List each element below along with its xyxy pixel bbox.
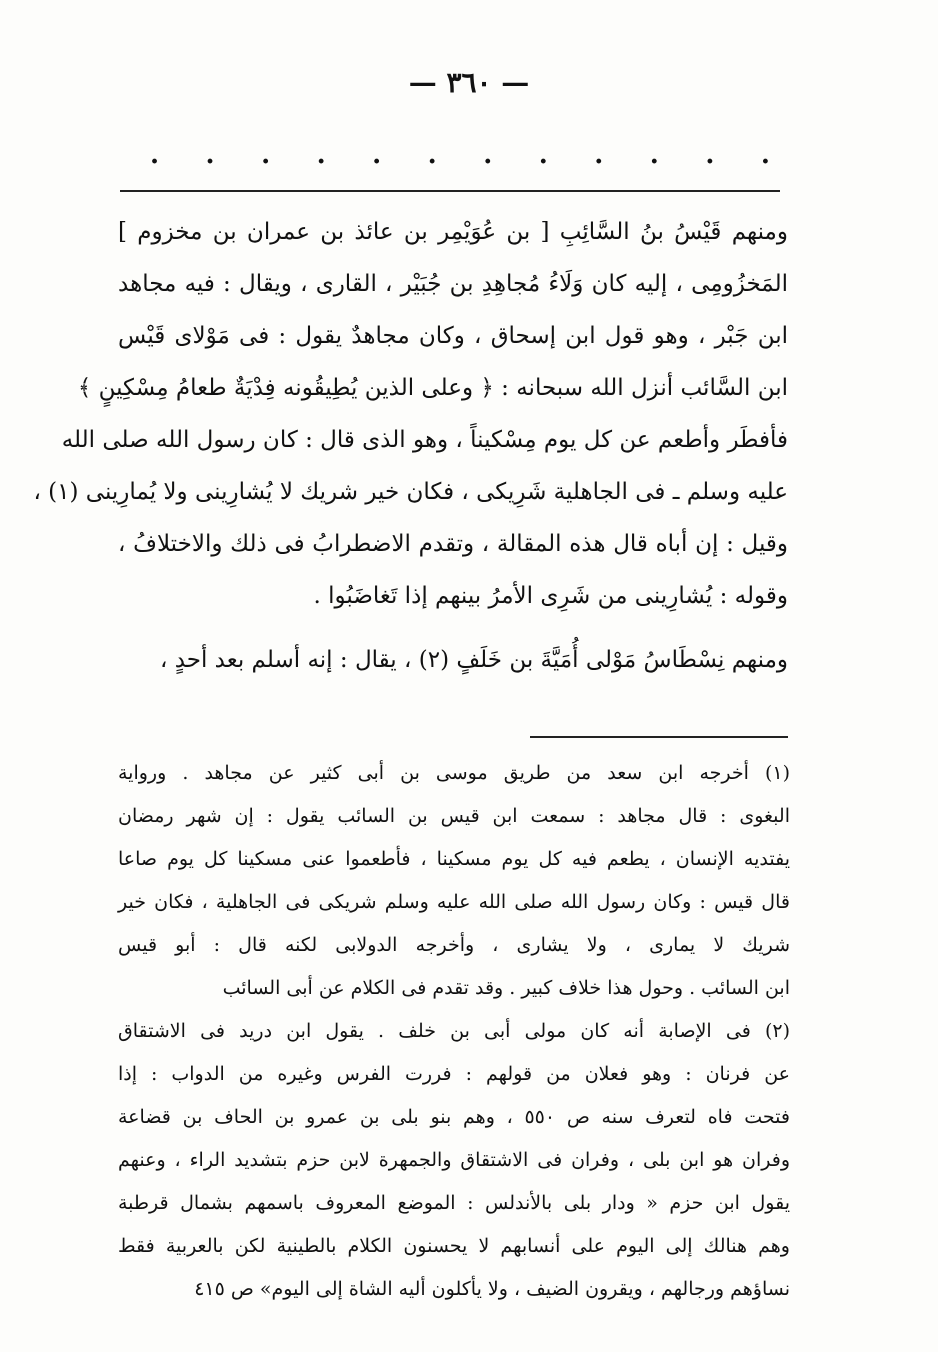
- footnote-line: يقول ابن حزم « ودار بلى بالأندلس : الموضع المعروف باسمهم بشمال قرطبة: [118, 1192, 790, 1214]
- separator-dot: .: [150, 140, 160, 170]
- footnote-line: عن فرنان : وهو فعلان من قولهم : فررت الفرس وغيره من الدواب : إذا: [118, 1063, 790, 1085]
- footnote-line: نساؤهم ورجالهم ، ويقرون الضيف ، ولا يأكلون أليه الشاة إلى اليوم» ص ٤١٥: [194, 1278, 790, 1300]
- header-divider: [120, 190, 780, 192]
- separator-dot: .: [538, 140, 548, 170]
- footnote-divider: [530, 736, 788, 738]
- ellipsis-separator: [150, 140, 770, 170]
- paragraph-qays: [33, 206, 788, 622]
- separator-dot: .: [316, 140, 326, 170]
- text-line: ومنهم قَيْسُ بنُ السَّائِبِ [ بن عُوَيْمِر بن عائذ بن عمران بن مخزوم ]: [118, 219, 788, 245]
- footnote-line: وهم هنالك إلى اليوم على أنسابهم لا يحسنون الكلام بالطينية لكن بالعربية فقط: [118, 1235, 790, 1257]
- text-line: فأفطَر وأطعم عن كل يوم مِسْكيناً ، وهو الذى قال : كان رسول الله صلى الله: [61, 427, 788, 453]
- separator-dot: .: [649, 140, 659, 170]
- footnote-1: [118, 752, 790, 1010]
- footnote-line: وفران هو ابن بلى ، وفران فى الاشتقاق والجمهرة لابن حزم بتشديد الراء ، وعنهم: [118, 1149, 790, 1171]
- footnote-line: (٢) فى الإصابة أنه كان مولى أبى بن خلف . يقول ابن دريد فى الاشتقاق: [118, 1020, 790, 1042]
- text-line: وقيل : إن أباه قال هذه المقالة ، وتقدم الاضطرابُ فى ذلك والاختلافُ ،: [118, 531, 788, 557]
- footnote-2: [118, 1010, 790, 1311]
- separator-dot: .: [205, 140, 215, 170]
- footnote-line: يفتديه الإنسان ، يطعم فيه كل يوم مسكينا ، فأطعموا عنى مسكينا كل يوم صاعا: [118, 848, 790, 870]
- paragraph-spacer: [118, 622, 788, 634]
- separator-dot: .: [705, 140, 715, 170]
- separator-dot: .: [483, 140, 493, 170]
- text-line: وقوله : يُشارِينى من شَرِى الأمرُ بينهم إذا تَغاضَبُوا .: [313, 583, 788, 609]
- footnote-line: البغوى : قال مجاهد : سمعت ابن قيس بن السائب يقول : إن شهر رمضان: [118, 805, 790, 827]
- main-text: [33, 206, 788, 686]
- footnote-line: فتحت فاه لتعرف سنه ص ٥٥٠ ، وهم بنو بلى بن عمرو بن الحاف بن قضاعة: [118, 1106, 790, 1128]
- footnotes: [118, 752, 790, 1311]
- footnote-line: شريك لا يمارى ، ولا يشارى ، وأخرجه الدولابى لكنه قال : أبو قيس: [118, 934, 790, 956]
- separator-dot: .: [594, 140, 604, 170]
- separator-dot: .: [760, 140, 770, 170]
- text-line: عليه وسلم ـ فى الجاهلية شَرِيكى ، فكان خير شريك لا يُشارِينى ولا يُمارِينى (١) ،: [33, 479, 788, 505]
- text-line: المَخزُومِى ، إليه كان وَلَاءُ مُجاهِدِ بن جُبَيْر ، القارى ، ويقال : فيه مجاهد: [118, 271, 788, 297]
- footnote-line: (١) أخرجه ابن سعد من طريق موسى بن أبى كثير عن مجاهد . ورواية: [118, 762, 790, 784]
- paragraph-nistas: [118, 634, 788, 686]
- text-line: ابن جَبْر ، وهو قول ابن إسحاق ، وكان مجاهدٌ يقول : فى مَوْلاى قَيْس: [118, 323, 788, 349]
- text-line: ومنهم نِسْطَاسُ مَوْلى أُمَيَّةَ بن خَلَفٍ (٢) ، يقال : إنه أسلم بعد أحدٍ ،: [159, 647, 788, 673]
- separator-dot: .: [372, 140, 382, 170]
- separator-dot: .: [427, 140, 437, 170]
- footnote-line: ابن السائب . وحول هذا خلاف كبير . وقد تقدم فى الكلام عن أبى السائب: [222, 977, 790, 999]
- separator-dot: .: [261, 140, 271, 170]
- footnote-line: قال قيس : وكان رسول الله صلى الله عليه وسلم شريكى فى الجاهلية ، فكان خير: [118, 891, 790, 913]
- page-number: — ٣٦٠ —: [408, 66, 530, 99]
- text-line: ابن السَّائب أنزل الله سبحانه : ﴿ وعلى الذين يُطِيقُونه فِدْيَةٌ طعامُ مِسْكِينٍ ﴾: [77, 375, 788, 401]
